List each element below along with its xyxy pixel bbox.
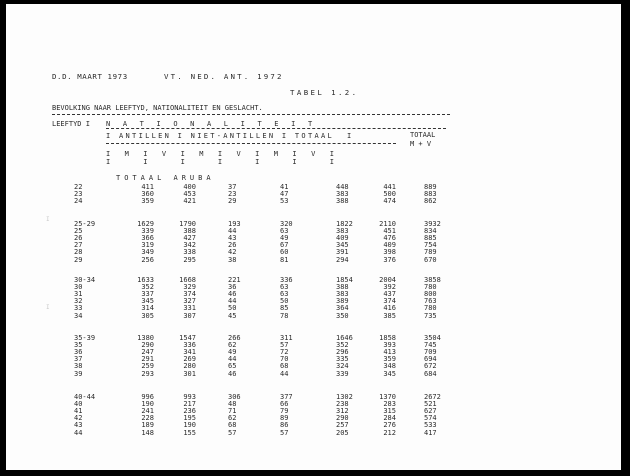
- totaal-v-cell: 374: [383, 297, 396, 306]
- totaal-m-cell: 383: [336, 190, 349, 199]
- niet-antillen-m-cell: 71: [228, 407, 237, 416]
- age-cell: 22: [74, 183, 83, 191]
- header-rule-top: [52, 114, 450, 115]
- col-header-groups: I ANTILLEN I NIET-ANTILLEN I TOTAAL I: [106, 132, 354, 140]
- antillen-m-cell: 345: [141, 297, 154, 306]
- totaal-mv-cell: 834: [424, 227, 437, 236]
- niet-antillen-m-cell: 62: [228, 414, 237, 423]
- antillen-v-cell: 307: [183, 311, 196, 320]
- niet-antillen-m-cell: 26: [228, 241, 237, 250]
- niet-antillen-v-cell: 86: [280, 421, 289, 430]
- totaal-mv-cell: 3932: [424, 220, 441, 228]
- antillen-v-cell: 329: [183, 283, 196, 292]
- totaal-m-cell: 205: [336, 428, 349, 437]
- totaal-mv-cell: 862: [424, 197, 437, 206]
- niet-antillen-m-cell: 37: [228, 183, 237, 191]
- antillen-v-cell: 236: [183, 407, 196, 416]
- antillen-m-cell: 190: [141, 400, 154, 409]
- age-cell: 28: [74, 248, 83, 257]
- totaal-mv-cell: 3858: [424, 276, 441, 284]
- antillen-m-cell: 359: [141, 197, 154, 206]
- antillen-m-cell: 1629: [137, 220, 154, 228]
- document-page: [6, 4, 621, 470]
- age-cell: 32: [74, 297, 83, 306]
- age-cell: 38: [74, 362, 83, 371]
- antillen-v-cell: 280: [183, 362, 196, 371]
- totaal-v-cell: 376: [383, 255, 396, 264]
- antillen-v-cell: 400: [183, 183, 196, 191]
- totaal-m-cell: 448: [336, 183, 349, 191]
- niet-antillen-m-cell: 44: [228, 297, 237, 306]
- totaal-mv-cell: 3504: [424, 334, 441, 342]
- totaal-mv-cell: 800: [424, 290, 437, 299]
- age-cell: 40: [74, 400, 83, 409]
- age-cell: 35-39: [74, 334, 96, 342]
- totaal-mv-cell: 709: [424, 348, 437, 357]
- totaal-mv-cell: 889: [424, 183, 437, 191]
- totaal-m-cell: 383: [336, 227, 349, 236]
- niet-antillen-m-cell: 50: [228, 304, 237, 313]
- totaal-m-cell: 1822: [336, 220, 353, 228]
- antillen-v-cell: 1668: [179, 276, 196, 284]
- niet-antillen-m-cell: 46: [228, 290, 237, 299]
- totaal-v-cell: 2110: [379, 220, 396, 228]
- totaal-m-cell: 257: [336, 421, 349, 430]
- totaal-v-cell: 348: [383, 362, 396, 371]
- totaal-v-cell: 441: [383, 183, 396, 191]
- totaal-mv-cell: 574: [424, 414, 437, 423]
- antillen-m-cell: 337: [141, 290, 154, 299]
- totaal-m-cell: 290: [336, 414, 349, 423]
- antillen-m-cell: 996: [141, 393, 154, 401]
- totaal-mv-cell: 694: [424, 355, 437, 364]
- age-cell: 40-44: [74, 393, 96, 401]
- totaal-m-cell: 391: [336, 248, 349, 257]
- section-title: TOTAAL ARUBA: [116, 174, 215, 182]
- antillen-m-cell: 228: [141, 414, 154, 423]
- antillen-v-cell: 388: [183, 227, 196, 236]
- col-header-nationality: N A T I O N A L I T E I T: [106, 120, 317, 128]
- niet-antillen-v-cell: 50: [280, 297, 289, 306]
- antillen-m-cell: 1380: [137, 334, 154, 342]
- totaal-v-cell: 359: [383, 355, 396, 364]
- antillen-m-cell: 241: [141, 407, 154, 416]
- totaal-m-cell: 294: [336, 255, 349, 264]
- totaal-mv-cell: 684: [424, 369, 437, 378]
- age-cell: 30-34: [74, 276, 96, 284]
- totaal-v-cell: 393: [383, 341, 396, 350]
- age-cell: 44: [74, 428, 83, 437]
- document-date: D.D. MAART 1973: [52, 72, 128, 81]
- antillen-v-cell: 341: [183, 348, 196, 357]
- totaal-mv-cell: 885: [424, 234, 437, 243]
- bleed-through-mark: I: [46, 216, 51, 223]
- age-cell: 43: [74, 421, 83, 430]
- antillen-m-cell: 366: [141, 234, 154, 243]
- antillen-m-cell: 148: [141, 428, 154, 437]
- niet-antillen-v-cell: 320: [280, 220, 293, 228]
- totaal-mv-cell: 670: [424, 255, 437, 264]
- totaal-mv-cell: 533: [424, 421, 437, 430]
- totaal-mv-cell: 789: [424, 248, 437, 257]
- age-cell: 33: [74, 304, 83, 313]
- totaal-m-cell: 345: [336, 241, 349, 250]
- age-cell: 36: [74, 348, 83, 357]
- antillen-m-cell: 305: [141, 311, 154, 320]
- antillen-m-cell: 314: [141, 304, 154, 313]
- totaal-mv-cell: 754: [424, 241, 437, 250]
- antillen-v-cell: 1547: [179, 334, 196, 342]
- niet-antillen-v-cell: 63: [280, 290, 289, 299]
- antillen-v-cell: 336: [183, 341, 196, 350]
- totaal-m-cell: 1302: [336, 393, 353, 401]
- antillen-m-cell: 411: [141, 183, 154, 191]
- niet-antillen-v-cell: 57: [280, 341, 289, 350]
- antillen-m-cell: 247: [141, 348, 154, 357]
- totaal-mv-cell: 883: [424, 190, 437, 199]
- niet-antillen-v-cell: 85: [280, 304, 289, 313]
- col-header-age: LEEFTYD I: [52, 120, 90, 128]
- niet-antillen-v-cell: 63: [280, 227, 289, 236]
- table-title: TABEL 1.2.: [290, 88, 359, 97]
- totaal-m-cell: 352: [336, 341, 349, 350]
- niet-antillen-m-cell: 65: [228, 362, 237, 371]
- totaal-m-cell: 238: [336, 400, 349, 409]
- totaal-m-cell: 339: [336, 369, 349, 378]
- totaal-m-cell: 389: [336, 297, 349, 306]
- header-rule-low: [106, 143, 396, 144]
- niet-antillen-m-cell: 193: [228, 220, 241, 228]
- age-cell: 31: [74, 290, 83, 299]
- age-cell: 25: [74, 227, 83, 236]
- totaal-v-cell: 398: [383, 248, 396, 257]
- totaal-m-cell: 388: [336, 197, 349, 206]
- table-subtitle: BEVOLKING NAAR LEEFTYD, NATIONALITEIT EN GESLACHT.: [52, 104, 263, 112]
- antillen-m-cell: 319: [141, 241, 154, 250]
- niet-antillen-m-cell: 38: [228, 255, 237, 264]
- antillen-m-cell: 189: [141, 421, 154, 430]
- header-rule-mid: [106, 128, 446, 129]
- niet-antillen-m-cell: 57: [228, 428, 237, 437]
- totaal-v-cell: 284: [383, 414, 396, 423]
- niet-antillen-m-cell: 266: [228, 334, 241, 342]
- antillen-v-cell: 269: [183, 355, 196, 364]
- bleed-through-mark: I: [46, 304, 51, 311]
- niet-antillen-m-cell: 29: [228, 197, 237, 206]
- totaal-m-cell: 296: [336, 348, 349, 357]
- totaal-v-cell: 409: [383, 241, 396, 250]
- niet-antillen-v-cell: 68: [280, 362, 289, 371]
- niet-antillen-v-cell: 377: [280, 393, 293, 401]
- age-cell: 34: [74, 311, 83, 320]
- age-cell: 30: [74, 283, 83, 292]
- niet-antillen-m-cell: 62: [228, 341, 237, 350]
- totaal-v-cell: 413: [383, 348, 396, 357]
- totaal-m-cell: 388: [336, 283, 349, 292]
- totaal-v-cell: 315: [383, 407, 396, 416]
- totaal-mv-cell: 780: [424, 304, 437, 313]
- age-cell: 42: [74, 414, 83, 423]
- antillen-v-cell: 1790: [179, 220, 196, 228]
- antillen-v-cell: 217: [183, 400, 196, 409]
- niet-antillen-m-cell: 44: [228, 355, 237, 364]
- totaal-mv-cell: 2672: [424, 393, 441, 401]
- antillen-m-cell: 352: [141, 283, 154, 292]
- totaal-mv-cell: 627: [424, 407, 437, 416]
- niet-antillen-m-cell: 43: [228, 234, 237, 243]
- antillen-m-cell: 290: [141, 341, 154, 350]
- antillen-m-cell: 293: [141, 369, 154, 378]
- niet-antillen-v-cell: 72: [280, 348, 289, 357]
- totaal-m-cell: 335: [336, 355, 349, 364]
- document-source: VT. NED. ANT. 1972: [164, 72, 284, 81]
- antillen-v-cell: 374: [183, 290, 196, 299]
- niet-antillen-m-cell: 48: [228, 400, 237, 409]
- niet-antillen-v-cell: 44: [280, 369, 289, 378]
- niet-antillen-v-cell: 81: [280, 255, 289, 264]
- col-header-total: TOTAAL: [410, 131, 436, 139]
- totaal-m-cell: 383: [336, 290, 349, 299]
- niet-antillen-v-cell: 63: [280, 283, 289, 292]
- totaal-v-cell: 476: [383, 234, 396, 243]
- totaal-v-cell: 1370: [379, 393, 396, 401]
- totaal-m-cell: 409: [336, 234, 349, 243]
- totaal-mv-cell: 735: [424, 311, 437, 320]
- antillen-m-cell: 339: [141, 227, 154, 236]
- niet-antillen-v-cell: 66: [280, 400, 289, 409]
- totaal-v-cell: 437: [383, 290, 396, 299]
- age-cell: 27: [74, 241, 83, 250]
- niet-antillen-v-cell: 49: [280, 234, 289, 243]
- totaal-v-cell: 416: [383, 304, 396, 313]
- antillen-v-cell: 190: [183, 421, 196, 430]
- niet-antillen-v-cell: 47: [280, 190, 289, 199]
- age-cell: 39: [74, 369, 83, 378]
- totaal-mv-cell: 745: [424, 341, 437, 350]
- antillen-v-cell: 453: [183, 190, 196, 199]
- niet-antillen-v-cell: 60: [280, 248, 289, 257]
- antillen-v-cell: 993: [183, 393, 196, 401]
- age-cell: 37: [74, 355, 83, 364]
- antillen-v-cell: 295: [183, 255, 196, 264]
- totaal-v-cell: 451: [383, 227, 396, 236]
- totaal-m-cell: 324: [336, 362, 349, 371]
- totaal-v-cell: 392: [383, 283, 396, 292]
- age-cell: 41: [74, 407, 83, 416]
- antillen-v-cell: 301: [183, 369, 196, 378]
- totaal-mv-cell: 417: [424, 428, 437, 437]
- totaal-v-cell: 1858: [379, 334, 396, 342]
- niet-antillen-v-cell: 89: [280, 414, 289, 423]
- totaal-m-cell: 312: [336, 407, 349, 416]
- totaal-v-cell: 474: [383, 197, 396, 206]
- niet-antillen-v-cell: 53: [280, 197, 289, 206]
- niet-antillen-v-cell: 311: [280, 334, 293, 342]
- niet-antillen-v-cell: 57: [280, 428, 289, 437]
- totaal-v-cell: 345: [383, 369, 396, 378]
- totaal-mv-cell: 763: [424, 297, 437, 306]
- antillen-m-cell: 259: [141, 362, 154, 371]
- age-cell: 24: [74, 197, 83, 206]
- antillen-v-cell: 342: [183, 241, 196, 250]
- totaal-v-cell: 385: [383, 311, 396, 320]
- totaal-m-cell: 350: [336, 311, 349, 320]
- antillen-m-cell: 349: [141, 248, 154, 257]
- totaal-v-cell: 2004: [379, 276, 396, 284]
- antillen-v-cell: 331: [183, 304, 196, 313]
- totaal-v-cell: 212: [383, 428, 396, 437]
- antillen-v-cell: 195: [183, 414, 196, 423]
- antillen-v-cell: 427: [183, 234, 196, 243]
- niet-antillen-v-cell: 41: [280, 183, 289, 191]
- totaal-mv-cell: 780: [424, 283, 437, 292]
- age-cell: 35: [74, 341, 83, 350]
- antillen-m-cell: 1633: [137, 276, 154, 284]
- age-cell: 23: [74, 190, 83, 199]
- niet-antillen-m-cell: 23: [228, 190, 237, 199]
- totaal-mv-cell: 521: [424, 400, 437, 409]
- antillen-m-cell: 291: [141, 355, 154, 364]
- antillen-v-cell: 338: [183, 248, 196, 257]
- col-header-sex: I M I V I M I V I M I V I: [106, 150, 336, 158]
- niet-antillen-v-cell: 70: [280, 355, 289, 364]
- totaal-m-cell: 1854: [336, 276, 353, 284]
- niet-antillen-m-cell: 68: [228, 421, 237, 430]
- totaal-m-cell: 1646: [336, 334, 353, 342]
- col-header-mv: M + V: [410, 140, 432, 148]
- col-header-sep: I I I I I I I: [106, 158, 336, 166]
- niet-antillen-m-cell: 36: [228, 283, 237, 292]
- niet-antillen-v-cell: 67: [280, 241, 289, 250]
- niet-antillen-v-cell: 336: [280, 276, 293, 284]
- niet-antillen-m-cell: 44: [228, 227, 237, 236]
- niet-antillen-m-cell: 221: [228, 276, 241, 284]
- niet-antillen-m-cell: 46: [228, 369, 237, 378]
- niet-antillen-m-cell: 306: [228, 393, 241, 401]
- niet-antillen-m-cell: 42: [228, 248, 237, 257]
- antillen-v-cell: 327: [183, 297, 196, 306]
- totaal-v-cell: 276: [383, 421, 396, 430]
- age-cell: 25-29: [74, 220, 96, 228]
- niet-antillen-v-cell: 79: [280, 407, 289, 416]
- antillen-v-cell: 421: [183, 197, 196, 206]
- totaal-v-cell: 283: [383, 400, 396, 409]
- totaal-v-cell: 500: [383, 190, 396, 199]
- age-cell: 26: [74, 234, 83, 243]
- antillen-m-cell: 360: [141, 190, 154, 199]
- antillen-m-cell: 256: [141, 255, 154, 264]
- niet-antillen-m-cell: 45: [228, 311, 237, 320]
- totaal-mv-cell: 672: [424, 362, 437, 371]
- niet-antillen-v-cell: 78: [280, 311, 289, 320]
- totaal-m-cell: 364: [336, 304, 349, 313]
- niet-antillen-m-cell: 49: [228, 348, 237, 357]
- age-cell: 29: [74, 255, 83, 264]
- antillen-v-cell: 155: [183, 428, 196, 437]
